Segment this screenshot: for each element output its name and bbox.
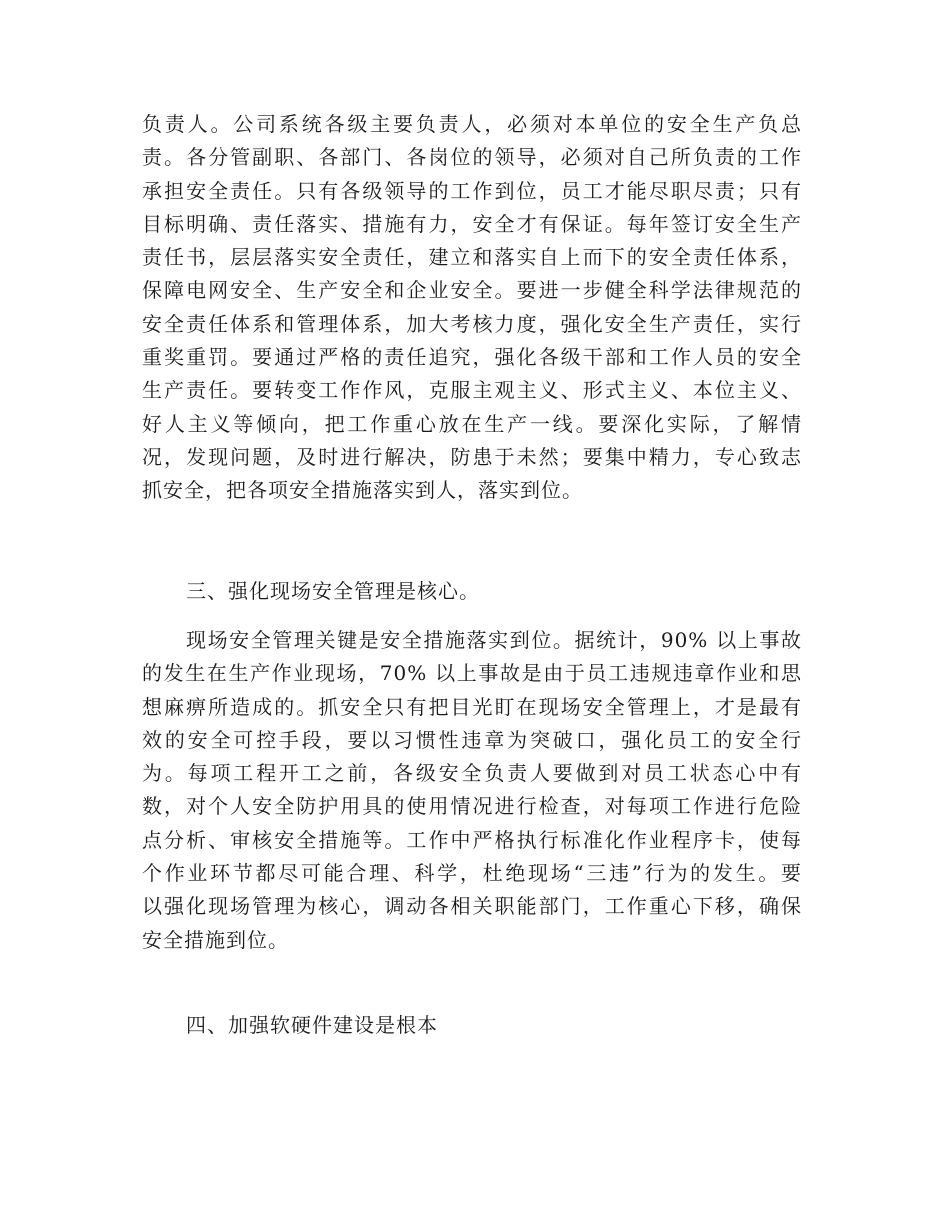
paragraph-site-management (142, 624, 802, 957)
paragraph-line: 承担安全责任。只有各级领导的工作到位，员工才能尽职尽责；只有 (142, 178, 802, 203)
paragraph-line: 效的安全可控手段，要以习惯性违章为突破口，强化员工的安全行 (142, 727, 802, 752)
paragraph-line: 个作业环节都尽可能合理、科学，杜绝现场“三违”行为的发生。要 (142, 861, 802, 886)
paragraph-line: 保障电网安全、生产安全和企业安全。要进一步健全科学法律规范的 (142, 278, 802, 303)
paragraph-line: 以强化现场管理为核心，调动各相关职能部门，工作重心下移，确保 (142, 894, 802, 919)
paragraph-responsibility (142, 108, 802, 508)
section-heading-3 (142, 575, 802, 608)
paragraph-line: 负责人。公司系统各级主要负责人，必须对本单位的安全生产负总 (142, 112, 802, 136)
paragraph-line: 责任书，层层落实安全责任，建立和落实自上而下的安全责任体系， (142, 245, 802, 270)
section-heading-text: 四、加强软硬件建设是根本 (186, 1013, 438, 1037)
paragraph-line: 抓安全，把各项安全措施落实到人，落实到位。 (142, 478, 583, 503)
paragraph-line: 想麻痹所造成的。抓安全只有把目光盯在现场安全管理上，才是最有 (142, 694, 802, 719)
paragraph-line: 安全责任体系和管理体系，加大考核力度，强化安全生产责任，实行 (142, 311, 802, 336)
paragraph-line: 的发生在生产作业现场，70% 以上事故是由于员工违规违章作业和思 (142, 661, 802, 686)
paragraph-line: 目标明确、责任落实、措施有力，安全才有保证。每年签订安全生产 (142, 211, 802, 236)
paragraph-line: 况，发现问题，及时进行解决，防患于未然；要集中精力，专心致志 (142, 444, 802, 469)
section-heading-4 (142, 1009, 802, 1042)
paragraph-line: 责。各分管副职、各部门、各岗位的领导，必须对自己所负责的工作 (142, 145, 802, 170)
section-heading-text: 三、强化现场安全管理是核心。 (186, 579, 480, 603)
paragraph-line: 数，对个人安全防护用具的使用情况进行检查，对每项工作进行危险 (142, 794, 802, 819)
paragraph-line: 点分析、审核安全措施等。工作中严格执行标准化作业程序卡，使每 (142, 827, 802, 852)
paragraph-line: 安全措施到位。 (142, 927, 289, 952)
paragraph-line: 好人主义等倾向，把工作重心放在生产一线。要深化实际，了解情 (142, 411, 802, 436)
paragraph-line: 现场安全管理关键是安全措施落实到位。据统计，90% 以上事故 (186, 628, 802, 652)
paragraph-line: 重奖重罚。要通过严格的责任追究，强化各级干部和工作人员的安全 (142, 345, 802, 370)
paragraph-line: 为。每项工程开工之前，各级安全负责人要做到对员工状态心中有 (142, 761, 802, 786)
paragraph-line: 生产责任。要转变工作作风，克服主观主义、形式主义、本位主义、 (142, 378, 802, 403)
